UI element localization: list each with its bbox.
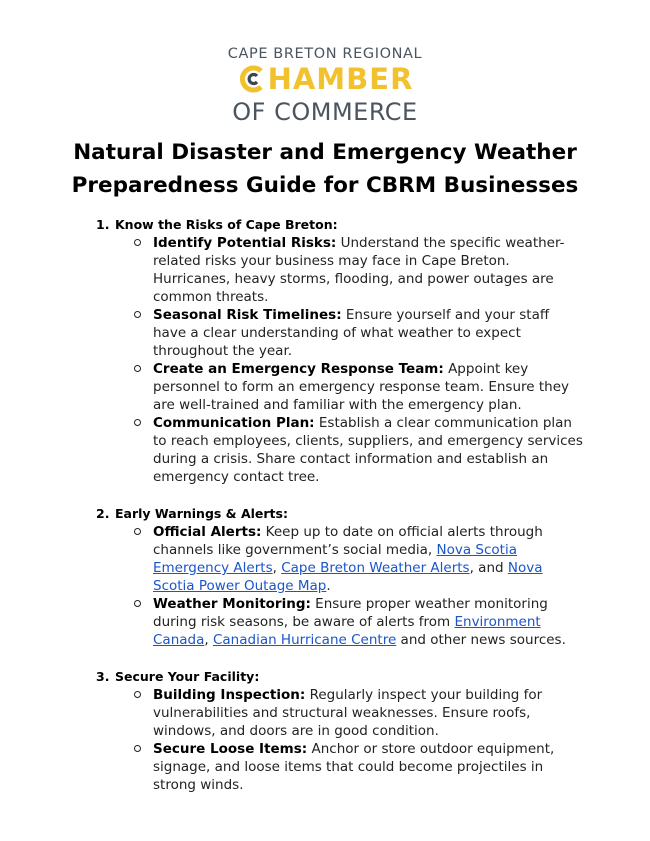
section-heading [96, 216, 586, 234]
item-text: , and [469, 560, 508, 576]
list-item [96, 595, 586, 649]
section-early-warnings [96, 505, 586, 649]
item-text: Keep up to date on official alerts through channels like government’s social media, [153, 524, 543, 558]
hollow-bullet-icon [134, 419, 141, 426]
item-label: Weather Monitoring: [153, 596, 311, 612]
item-label: Official Alerts: [153, 524, 262, 540]
list-item [96, 686, 586, 740]
item-label: Identify Potential Risks: [153, 235, 337, 251]
item-text: . [326, 578, 331, 594]
section-heading [96, 668, 586, 686]
guide-content [96, 216, 586, 813]
title-line-2: Preparedness Guide for CBRM Businesses [71, 173, 579, 198]
item-label: Building Inspection: [153, 687, 306, 703]
link-environment-canada[interactable]: Environment Canada [153, 614, 541, 648]
logo-word-hamber: HAMBER [267, 62, 414, 96]
item-label: Communication Plan: [153, 415, 315, 431]
section-number: 3. [96, 669, 110, 684]
item-text: Appoint key personnel to form an emergency response team. Ensure they are well-trained and familiar with the emergency plan. [153, 361, 570, 413]
hollow-bullet-icon [134, 745, 141, 752]
item-label: Secure Loose Items: [153, 741, 308, 757]
hollow-bullet-icon [134, 311, 141, 318]
title-line-1: Natural Disaster and Emergency Weather [73, 140, 577, 165]
list-item [96, 740, 586, 794]
page-title [20, 136, 630, 202]
item-text: Regularly inspect your building for vulnerabilities and structural weaknesses. Ensure roofs, windows, and doors are in good condition. [153, 687, 543, 739]
list-item [96, 234, 586, 306]
hollow-bullet-icon [134, 365, 141, 372]
section-number: 1. [96, 217, 110, 232]
section-secure-facility [96, 668, 586, 794]
link-canadian-hurricane-centre[interactable]: Canadian Hurricane Centre [212, 632, 397, 648]
section-know-risks [96, 216, 586, 486]
list-item [96, 360, 586, 414]
item-text: , [272, 560, 282, 576]
hollow-bullet-icon [134, 528, 141, 535]
list-item [96, 523, 586, 595]
section-list [96, 686, 586, 794]
item-label: Create an Emergency Response Team: [153, 361, 444, 377]
link-ns-power-outage-map[interactable]: Nova Scotia Power Outage Map [153, 560, 543, 594]
logo-line-2 [237, 62, 414, 96]
section-list [96, 523, 586, 649]
section-title: Secure Your Facility: [115, 669, 260, 684]
item-text: Ensure proper weather monitoring during risk seasons, be aware of alerts from [153, 596, 548, 630]
chamber-c-logo-icon [237, 64, 267, 94]
item-text: and other news sources. [396, 632, 566, 648]
item-text: Anchor or store outdoor equipment, signage, and loose items that could become projectiles in strong winds. [153, 741, 555, 793]
logo-line-3: OF COMMERCE [232, 98, 418, 126]
section-title: Know the Risks of Cape Breton: [115, 217, 338, 232]
item-text: Establish a clear communication plan to reach employees, clients, suppliers, and emergency services during a crisis. Share contact information and establish an emergency contact tree. [153, 415, 583, 485]
item-text: Understand the specific weather-related risks your business may face in Cape Breton. Hurricanes, heavy storms, flooding, and power outages are common threats. [153, 235, 565, 305]
list-item [96, 414, 586, 486]
hollow-bullet-icon [134, 691, 141, 698]
item-text: , [204, 632, 213, 648]
section-title: Early Warnings & Alerts: [115, 506, 288, 521]
chamber-logo [0, 46, 650, 125]
link-ns-emergency-alerts[interactable]: Nova Scotia Emergency Alerts [153, 542, 517, 576]
list-item [96, 306, 586, 360]
item-label: Seasonal Risk Timelines: [153, 307, 342, 323]
link-cape-breton-weather-alerts[interactable]: Cape Breton Weather Alerts [281, 560, 470, 576]
section-number: 2. [96, 506, 110, 521]
hollow-bullet-icon [134, 600, 141, 607]
item-text: Ensure yourself and your staff have a clear understanding of what weather to expect throughout the year. [153, 307, 550, 359]
section-list [96, 234, 586, 486]
hollow-bullet-icon [134, 239, 141, 246]
section-heading [96, 505, 586, 523]
logo-line-1: CAPE BRETON REGIONAL [227, 46, 423, 62]
